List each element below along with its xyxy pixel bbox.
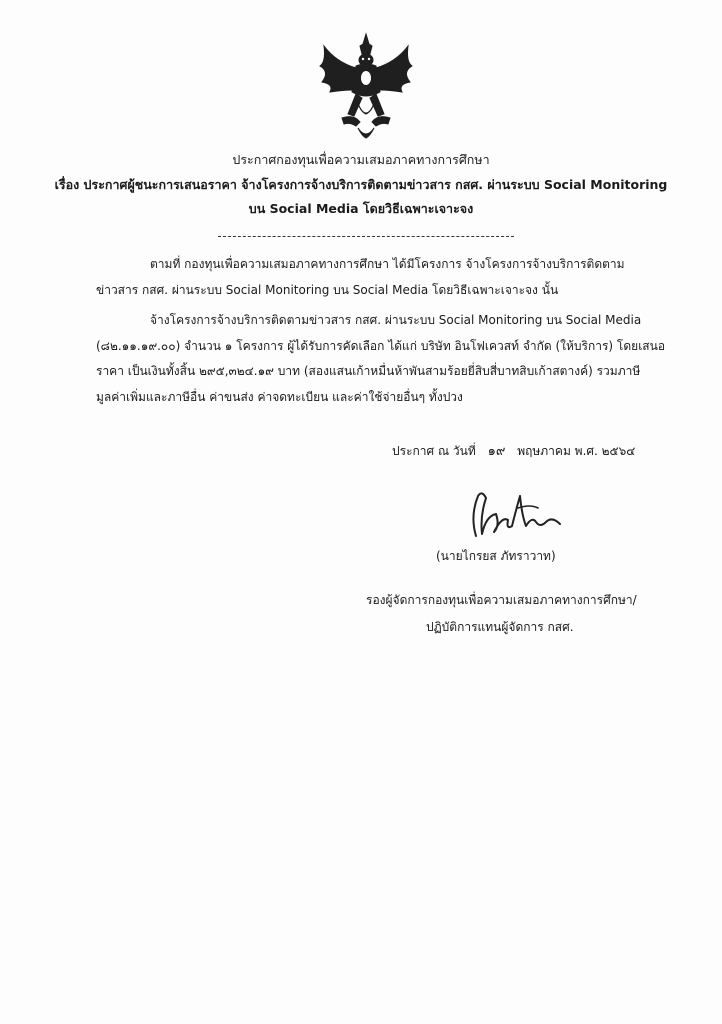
- paragraph-1-line-2: ข่าวสาร กสศ. ผ่านระบบ Social Monitoring บน Social Media โดยวิธีเฉพาะเจาะจง นั้น: [96, 283, 559, 297]
- garuda-emblem-icon: [316, 32, 416, 144]
- signatory-position-2: ปฏิบัติการแทนผู้จัดการ กสศ.: [426, 620, 574, 634]
- announcement-date: [392, 443, 635, 460]
- divider-line: [218, 236, 514, 237]
- paragraph-2-line-3: ราคา เป็นเงินทั้งสิ้น ๒๙๕,๓๒๔.๑๙ บาท (สองแสนเก้าหมื่นห้าพันสามร้อยยี่สิบสี่บาทสิบเก้าสตางค์) รวมภาษี: [96, 364, 641, 378]
- signatory-name: (นายไกรยส ภัทราวาท): [436, 549, 556, 563]
- organization-heading: ประกาศกองทุนเพื่อความเสมอภาคทางการศึกษา: [232, 152, 490, 167]
- subject-line-1: เรื่อง ประกาศผู้ชนะการเสนอราคา จ้างโครงการจ้างบริการติดตามข่าวสาร กสศ. ผ่านระบบ Social Monitoring: [54, 177, 668, 192]
- announcement-month-year: พฤษภาคม พ.ศ. ๒๕๖๔: [517, 444, 636, 458]
- announcement-prefix: ประกาศ ณ วันที่: [392, 444, 476, 458]
- signature-icon: [456, 486, 576, 542]
- paragraph-2-line-2: (๘๒.๑๑.๑๙.๐๐) จำนวน ๑ โครงการ ผู้ได้รับการคัดเลือก ได้แก่ บริษัท อินโฟเควสท์ จำกัด (ให้บริการ) โดยเสนอ: [96, 339, 666, 353]
- paragraph-1-line-1: ตามที่ กองทุนเพื่อความเสมอภาคทางการศึกษา ได้มีโครงการ จ้างโครงการจ้างบริการติดตาม: [150, 257, 625, 271]
- paragraph-2-line-1: จ้างโครงการจ้างบริการติดตามข่าวสาร กสศ. ผ่านระบบ Social Monitoring บน Social Media: [150, 313, 642, 327]
- subject-line-2: บน Social Media โดยวิธีเฉพาะเจาะจง: [248, 201, 474, 216]
- paragraph-2-line-4: มูลค่าเพิ่มและภาษีอื่น ค่าขนส่ง ค่าจดทะเบียน และค่าใช้จ่ายอื่นๆ ทั้งปวง: [96, 390, 463, 404]
- announcement-day: ๑๙: [487, 444, 506, 459]
- signatory-position-1: รองผู้จัดการกองทุนเพื่อความเสมอภาคทางการศึกษา/: [366, 593, 637, 607]
